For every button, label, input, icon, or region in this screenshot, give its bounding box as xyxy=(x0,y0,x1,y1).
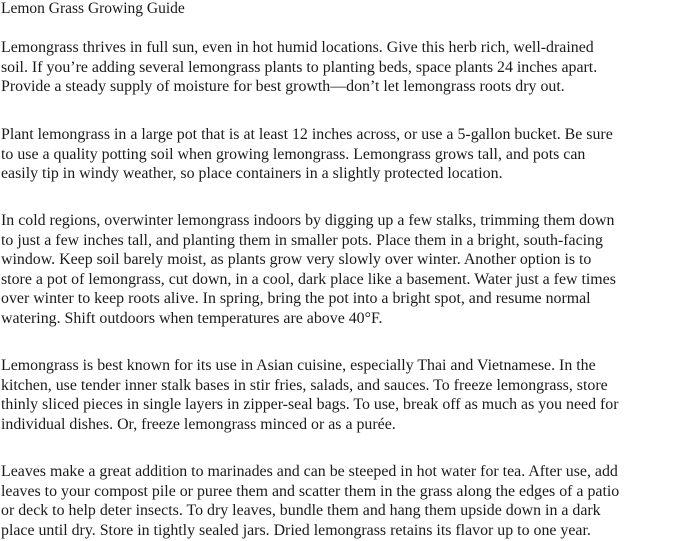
paragraph-line: individual dishes. Or, freeze lemongrass minced or as a purée. xyxy=(1,415,396,433)
paragraph-line: Plant lemongrass in a large pot that is at least 12 inches across, or use a 5-gallon bucket. Be sure xyxy=(1,126,613,143)
paragraph-line: leaves to your compost pile or puree them and scatter them in the grass along the edges of a patio xyxy=(1,482,620,500)
paragraph-overwintering xyxy=(1,211,616,329)
paragraph-line: watering. Shift outdoors when temperatures are above 40°F. xyxy=(1,309,383,327)
paragraph-line: Provide a steady supply of moisture for best growth—don’t let lemongrass roots dry out. xyxy=(1,78,565,96)
paragraph-sun-and-soil xyxy=(1,38,597,97)
paragraph-line: or deck to help deter insects. To dry leaves, bundle them and hang them upside down in a dark xyxy=(1,502,601,520)
paragraph-line: window. Keep soil barely moist, as plants grow very slowly over winter. Another option is to xyxy=(1,251,592,269)
paragraph-containers xyxy=(1,125,613,184)
paragraph-line: to just a few inches tall, and planting them in smaller pots. Place them in a bright, south-facing xyxy=(1,231,603,249)
paragraph-cooking xyxy=(1,356,619,434)
paragraph-line: thinly sliced pieces in single layers in zipper-seal bags. To use, break off as much as you need for xyxy=(1,396,619,414)
paragraph-line: soil. If you’re adding several lemongrass plants to planting beds, space plants 24 inches apart. xyxy=(1,58,598,76)
paragraph-line: Lemongrass thrives in full sun, even in hot humid locations. Give this herb rich, well-drained xyxy=(1,39,594,56)
paragraph-line: In cold regions, overwinter lemongrass indoors by digging up a few stalks, trimming them down xyxy=(1,212,615,229)
paragraph-line: Lemongrass is best known for its use in Asian cuisine, especially Thai and Vietnamese. In the xyxy=(1,357,596,374)
paragraph-line: place until dry. Store in tightly sealed jars. Dried lemongrass retains its flavor up to one year. xyxy=(1,521,591,539)
paragraph-leaves xyxy=(1,462,619,540)
document-title: Lemon Grass Growing Guide xyxy=(1,0,185,17)
paragraph-line: over winter to keep roots alive. In spring, bring the pot into a bright spot, and resume normal xyxy=(1,290,591,308)
paragraph-line: store a pot of lemongrass, cut down, in a cool, dark place like a basement. Water just a few times xyxy=(1,270,616,288)
paragraph-line: to use a quality potting soil when growing lemongrass. Lemongrass grows tall, and pots can xyxy=(1,145,586,163)
paragraph-line: kitchen, use tender inner stalk bases in stir fries, salads, and sauces. To freeze lemongrass, store xyxy=(1,376,608,394)
paragraph-line: Leaves make a great addition to marinades and can be steeped in hot water for tea. After use, add xyxy=(1,463,618,480)
paragraph-line: easily tip in windy weather, so place containers in a slightly protected location. xyxy=(1,165,503,183)
